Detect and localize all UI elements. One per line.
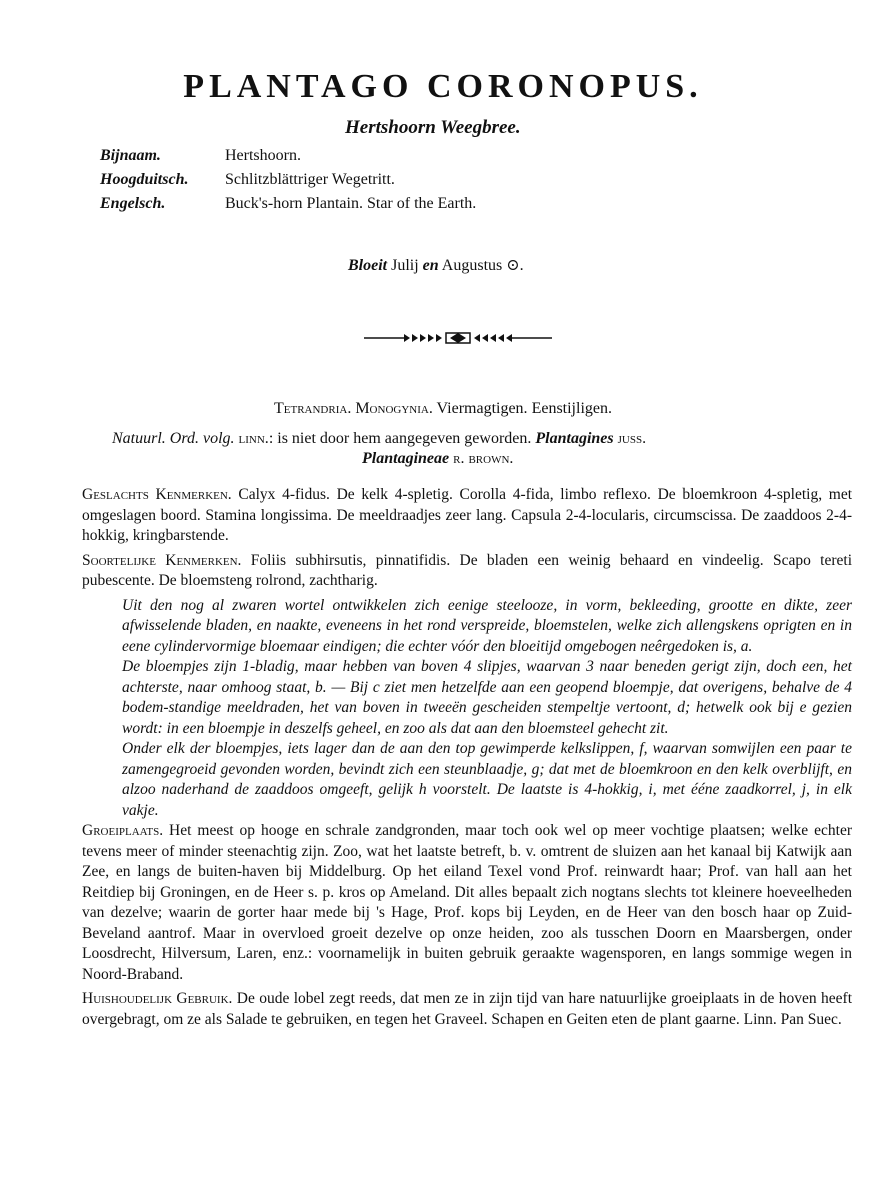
page-body: [82, 485, 852, 1034]
name-row: [100, 144, 476, 168]
natural-order: [112, 429, 832, 469]
class-eenstijligen: Eenstijligen.: [531, 400, 612, 417]
household-use: [82, 989, 852, 1030]
ornament-divider: [364, 331, 552, 345]
bloeit-conj: en: [422, 257, 439, 274]
natuurl-linn: linn.: [238, 430, 269, 447]
section-label: Huishoudelijk Gebruik.: [82, 990, 233, 1007]
page-subtitle: Hertshoorn Weegbree.: [345, 117, 521, 138]
page-title: PLANTAGO CORONOPUS.: [183, 68, 703, 105]
name-value: Hertshoorn.: [225, 147, 301, 164]
section-label: Groeiplaats.: [82, 822, 164, 839]
class-viermagtigen: Viermagtigen.: [436, 400, 528, 417]
name-row: [100, 192, 476, 216]
name-value: Buck's-horn Plantain. Star of the Earth.: [225, 195, 477, 212]
name-row: [100, 168, 476, 192]
natuurl-brown: r. brown.: [453, 450, 514, 467]
description-paragraph: De bloempjes zijn 1-bladig, maar hebben van boven 4 slipjes, waarvan 3 naar beneden gerigt zijn, doch een, het achterste, naar omhoog staat, b. — Bij c ziet men hetzelfde aan een geopend bloempje, dat overigens, behalve de 4 bodem-standige meeldraden, het van boven in tweeën gescheiden stempeltje vertoont, d; hetwelk ook bij e gezien wordt: in een bloempje in deszelfs geheel, en zoo als dat aan den bloemsteel gehecht zit.: [122, 658, 852, 737]
bloeit-value2: Augustus ⊙.: [441, 257, 524, 274]
section-text: Het meest op hooge en schrale zandgronden, maar toch ook wel op meer vochtige plaatsen; welke echter tevens meer of minder steenachtig zijn. Zoo, wat het laatste betreft, b. v. omtrent de sluizen aan het kanaal bij Katwijk aan Zee, en langs de buiten-haven bij Middelburg. Op het eiland Texel vond Prof. reinwardt haar; Prof. van hall aan het Reitdiep bij Groningen, en de Heer s. p. kros op Ameland. Dit alles bepaalt zich nogtans slechts tot kleinere hoeveelheden van dezelve; waarin de gorter haar mede bij 's Hage, Prof. kops bij Leyden, en de Heer van den bosch haar op Zuid-Beveland aantrof. Maar in overvloed groeit dezelve op onze heiden, zoo als tusschen Doorn en Maarsbergen, onder Loosdrecht, Hilversum, Laren, enz.: voornamelijk in buiten gebruik geraakte wagensporen, en langs sommige wegen in Noord-Braband.: [82, 822, 852, 983]
section-text: Foliis subhirsutis, pinnatifidis. De bladen een weinig behaard en vindeelig. Scapo tereti pubescente. De bloemsteng rolrond, zachtharig.: [82, 551, 852, 589]
classification-line: [0, 400, 886, 418]
description-paragraph: Onder elk der bloempjes, iets lager dan de aan den top gewimperde kelkslippen, f, waarvan somwijlen een paar te zamengegroeid gevonden worden, bevindt zich een steunblaadje, g; dat met de bloemkroon en den kelk overblijft, en alzoo naderhand de zaaddoos omgeeft, gelijk h voorstelt. De laatste is 4-hokkig, i, met ééne zaadkorrel, j, in elk vakje.: [122, 740, 852, 819]
bloeit-label: Bloeit: [348, 257, 388, 274]
natuurl-text: : is niet door hem aangegeven geworden.: [268, 430, 532, 447]
natuurl-plantagines: Plantagines: [535, 430, 614, 447]
class-monogynia: Monogynia.: [355, 400, 433, 417]
name-label: Bijnaam.: [100, 147, 161, 164]
flowering-period: [348, 255, 524, 275]
class-tetrandria: Tetrandria.: [274, 400, 352, 417]
section-text: De oude lobel zegt reeds, dat men ze in zijn tijd van hare natuurlijke groeiplaats in de hoven heeft overgebragt, om ze als Salade te gebruiken, en tegen het Graveel. Schapen en Geiten eten de plant gaarne. Linn. Pan Suec.: [82, 990, 853, 1028]
section-text: Calyx 4-fidus. De kelk 4-spletig. Corolla 4-fida, limbo reflexo. De bloemkroon 4-spletig, met omgeslagen boord. Stamina longissima. De meeldraadjes zeer lang. Capsula 2-4-locularis, circumscissa. De zaaddoos 2-4-hokkig, kringbarstende.: [82, 486, 853, 544]
species-characters: [82, 551, 852, 592]
habitat: [82, 821, 852, 985]
natuurl-plantagineae: Plantagineae: [362, 450, 450, 467]
section-label: Geslachts Kenmerken.: [82, 486, 232, 503]
section-label: Soortelijke Kenmerken.: [82, 551, 242, 569]
genus-characters: [82, 485, 852, 547]
name-value: Schlitzblättriger Wegetritt.: [225, 171, 395, 188]
natuurl-label: Natuurl. Ord. volg.: [112, 430, 235, 447]
bloeit-value: Julij: [391, 257, 419, 274]
name-label: Engelsch.: [100, 195, 166, 212]
description-paragraph: Uit den nog al zwaren wortel ontwikkelen zich eenige steelooze, in vorm, bekleeding, grootte en dikte, zeer afwisselende bladen, en naakte, eveneens in het rond verspreide, bloemstelen, welke zich allengskens oprigten en in eene cylindervormige bloemaar eindigen; die echter vóór den bloeitijd omgebogen neêrgedoken is, a.: [122, 596, 852, 655]
name-label: Hoogduitsch.: [100, 171, 189, 188]
natuurl-juss: juss.: [617, 430, 647, 447]
common-names: [100, 144, 476, 216]
